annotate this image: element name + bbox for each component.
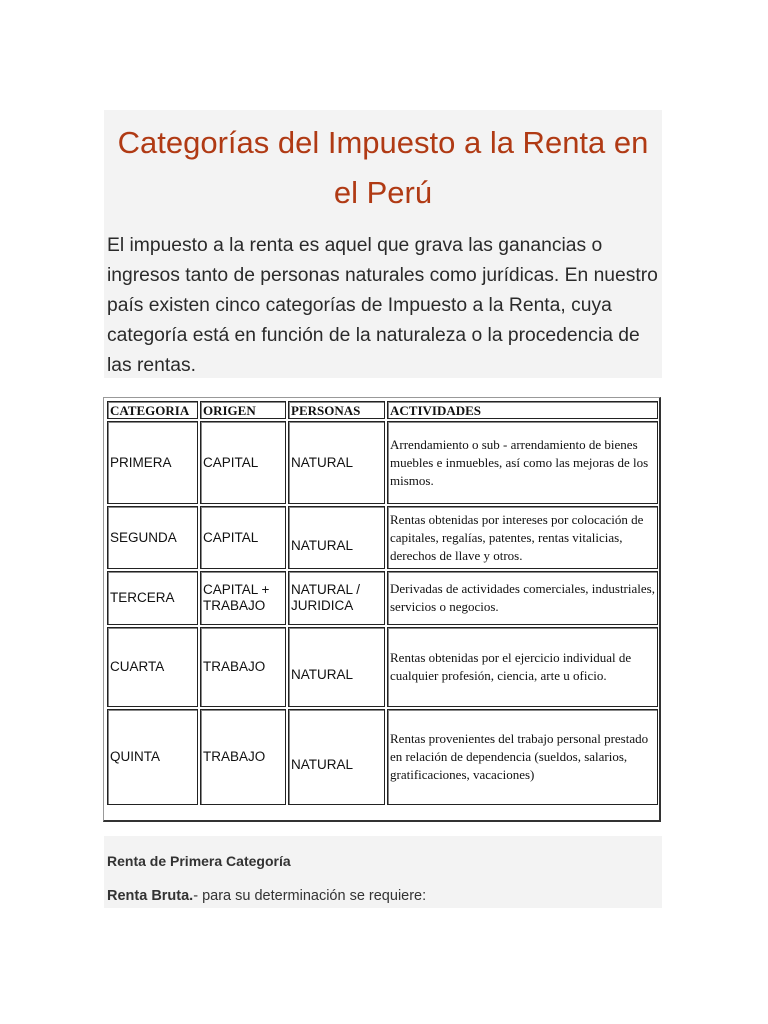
cell-actividades: Arrendamiento o sub - arrendamiento de bienes muebles e inmuebles, así como las mejoras de los mismos. (387, 421, 658, 504)
section-heading: Renta de Primera Categoría (107, 853, 291, 869)
header-origen: ORIGEN (200, 401, 286, 419)
header-personas: PERSONAS (288, 401, 385, 419)
cell-actividades: Rentas provenientes del trabajo personal prestado en relación de dependencia (sueldos, salarios, gratificaciones, vacaciones) (387, 709, 658, 805)
renta-bruta-text: - para su determinación se requiere: (193, 888, 427, 904)
table-row (107, 627, 658, 707)
table-row (107, 421, 658, 504)
cell-personas: NATURAL (288, 506, 385, 569)
renta-bruta-label: Renta Bruta. (107, 888, 194, 904)
categories-table (105, 399, 660, 807)
table-row (107, 506, 658, 569)
cell-categoria: TERCERA (107, 571, 198, 625)
cell-origen: CAPITAL + TRABAJO (200, 571, 286, 625)
cell-actividades: Derivadas de actividades comerciales, industriales, servicios o negocios. (387, 571, 658, 625)
cell-personas: NATURAL / JURIDICA (288, 571, 385, 625)
table-row (107, 571, 658, 625)
intro-paragraph: El impuesto a la renta es aquel que grava las ganancias o ingresos tanto de personas naturales como jurídicas. En nuestro país existen cinco categorías de Impuesto a la Renta, cuya categoría está en función de la naturaleza o la procedencia de las rentas. (107, 235, 658, 376)
renta-bruta-line (107, 888, 426, 904)
categories-table-frame (103, 397, 661, 822)
cell-categoria: PRIMERA (107, 421, 198, 504)
cell-actividades: Rentas obtenidas por intereses por colocación de capitales, regalías, patentes, rentas vitalicias, derechos de llave y otros. (387, 506, 658, 569)
table-row (107, 709, 658, 805)
cell-origen: CAPITAL (200, 421, 286, 504)
cell-origen: TRABAJO (200, 709, 286, 805)
cell-personas: NATURAL (288, 421, 385, 504)
cell-personas: NATURAL (288, 709, 385, 805)
cell-actividades: Rentas obtenidas por el ejercicio individual de cualquier profesión, ciencia, arte u oficio. (387, 627, 658, 707)
cell-categoria: QUINTA (107, 709, 198, 805)
cell-categoria: CUARTA (107, 627, 198, 707)
page-title: Categorías del Impuesto a la Renta en el Perú (117, 125, 649, 210)
table-header-row (107, 401, 658, 419)
header-actividades: ACTIVIDADES (387, 401, 658, 419)
cell-categoria: SEGUNDA (107, 506, 198, 569)
header-categoria: CATEGORIA (107, 401, 198, 419)
cell-origen: CAPITAL (200, 506, 286, 569)
cell-origen: TRABAJO (200, 627, 286, 707)
cell-personas: NATURAL (288, 627, 385, 707)
